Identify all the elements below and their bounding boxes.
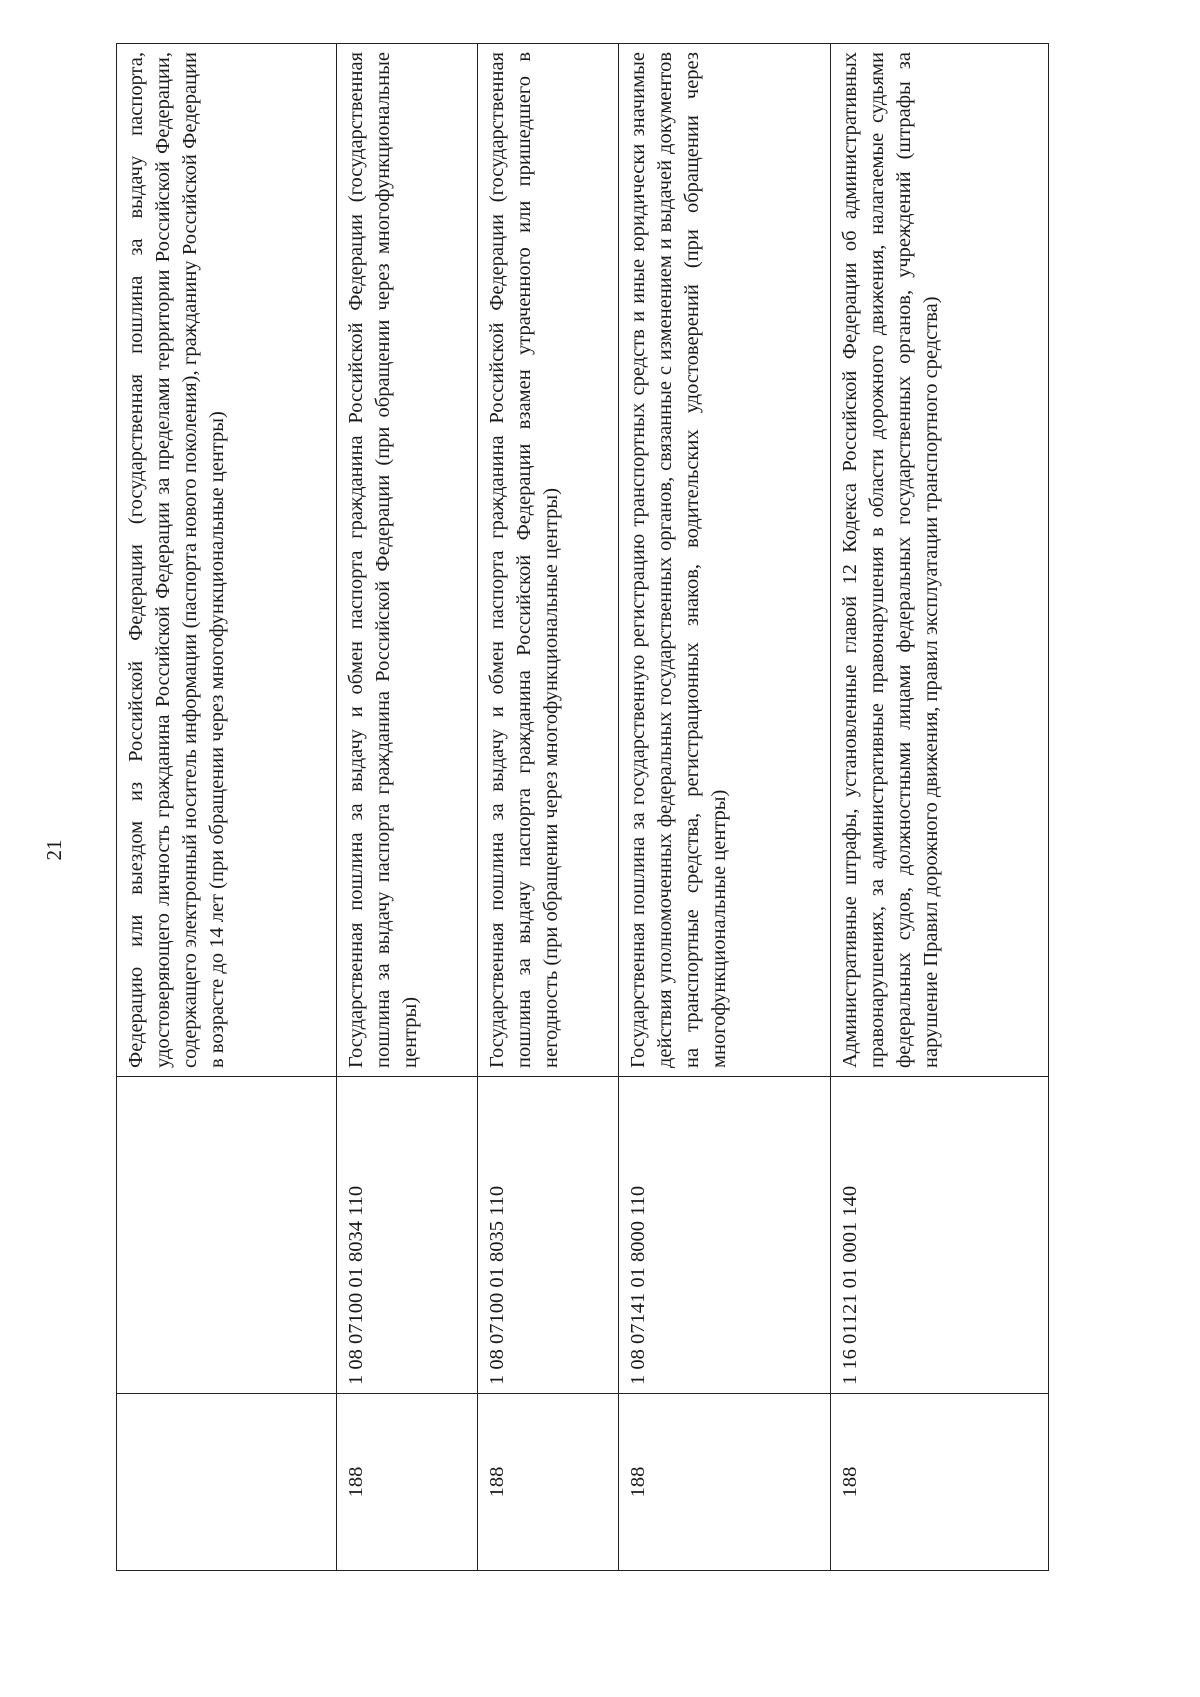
rotated-table-container [116,52,1049,1571]
table-row [619,44,830,1571]
revenue-name-cell: Административные штрафы, установленные главой 12 Кодекса Российской Федерации об административных правонарушениях, за административные правонарушения в области дорожного движения, налагаемые судьями федеральных судов, должностными лицами федеральных государственных органов, учреждений (штрафы за нарушение Правил дорожного движения, правил эксплуатации транспортного средства) [830,44,1048,1077]
revenue-name-cell: Федерацию или выездом из Российской Федерации (государственная пошлина за выдачу паспорта, удостоверяющего личность гражданина Российской Федерации за пределами территории Российской Федерации, содержащего электронный носитель информации (паспорта нового поколения), гражданину Российской Федерации в возрасте до 14 лет (при обращении через многофункциональные центры) [117,44,337,1077]
kbk-cell: 1 08 07100 01 8035 110 [478,1077,619,1394]
page-number: 21 [42,839,66,861]
table-row [337,44,478,1571]
revenue-name-cell: Государственная пошлина за государственную регистрацию транспортных средств и иные юридически значимые действия уполномоченных федеральных государственных органов, связанные с изменением и выдачей документов на транспортные средства, регистрационных знаков, водительских удостоверений (при обращении через многофункциональные центры) [619,44,830,1077]
table-row [117,44,337,1571]
revenue-name-cell: Государственная пошлина за выдачу и обмен паспорта гражданина Российской Федерации (государственная пошлина за выдачу паспорта гражданина Российской Федерации взамен утраченного или пришедшего в негодность (при обращении через многофункциональные центры) [478,44,619,1077]
admin-code-cell: 188 [830,1394,1048,1571]
kbk-cell: 1 16 01121 01 0001 140 [830,1077,1048,1394]
budget-codes-table [116,43,1049,1571]
kbk-cell: 1 08 07141 01 8000 110 [619,1077,830,1394]
admin-code-cell: 188 [337,1394,478,1571]
table-row [830,44,1048,1571]
kbk-cell: 1 08 07100 01 8034 110 [337,1077,478,1394]
admin-code-cell: 188 [619,1394,830,1571]
admin-code-cell [117,1394,337,1571]
kbk-cell [117,1077,337,1394]
revenue-name-cell: Государственная пошлина за выдачу и обмен паспорта гражданина Российской Федерации (государственная пошлина за выдачу паспорта гражданина Российской Федерации (при обращении через многофункциональные центры) [337,44,478,1077]
admin-code-cell: 188 [478,1394,619,1571]
table-row [478,44,619,1571]
